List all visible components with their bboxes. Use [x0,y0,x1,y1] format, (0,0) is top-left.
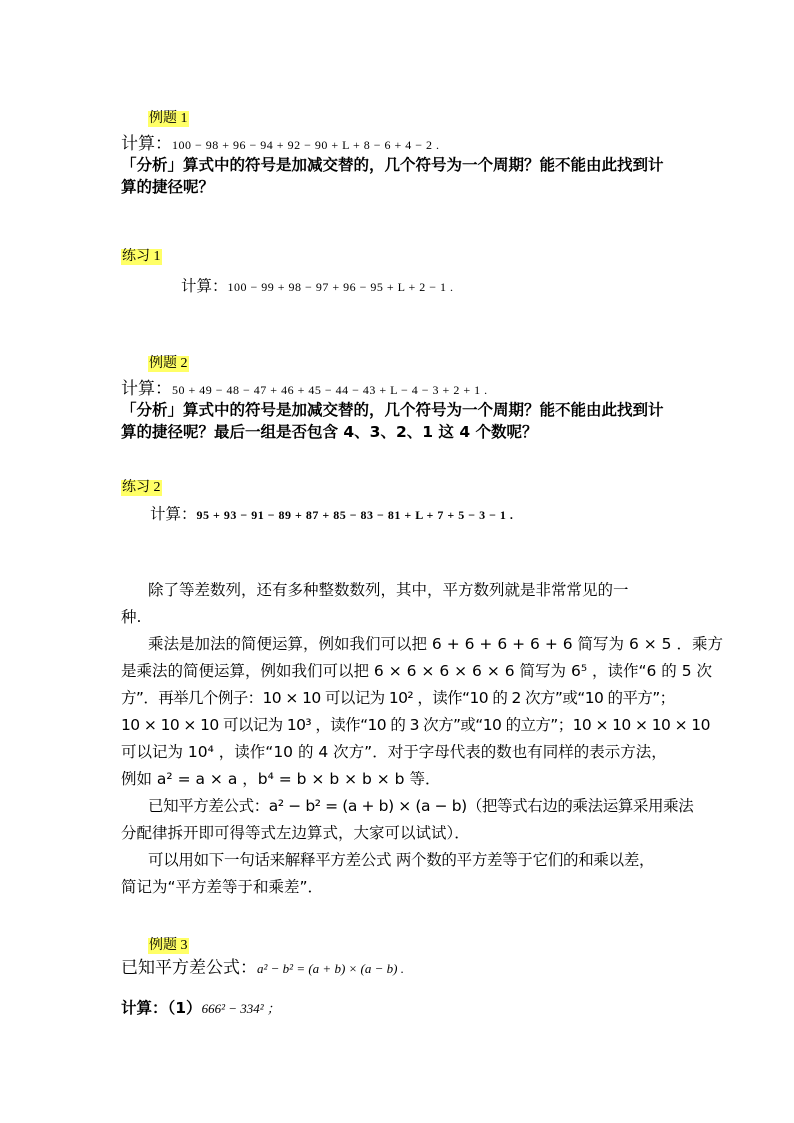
example2-calc-label: 计算： [121,379,172,399]
intro-p4-line2: 简记为“平方差等于和乘差”． [121,878,324,896]
practice1-label: 练习 1 [122,249,161,264]
intro-p3-line1: 已知平方差公式：a² − b² = (a + b) × (a − b)（把等式右边的乘法运算采用乘法 [148,797,694,815]
example1-analysis-line2: 算的捷径呢？ [121,178,215,196]
example2-calc-line [121,381,488,398]
example1-analysis-line1: 「分析」算式中的符号是加减交替的，几个符号为一个周期？能不能由此找到计 [121,156,664,174]
example3-calc-line [121,1000,280,1017]
example3-part1-expression: 666² − 334² ； [201,1001,280,1016]
example3-label: 例题 3 [149,938,188,953]
example3-calc-label: 计算： [121,999,168,1017]
intro-p2-line1: 乘法是加法的简便运算，例如我们可以把 6 + 6 + 6 + 6 + 6 简写为 6 × 5 ．乘方 [148,635,723,653]
example2-expression: 50 + 49 − 48 − 47 + 46 + 45 − 44 − 43 + L − 4 − 3 + 2 + 1 . [172,383,488,397]
example1-expression: 100 − 98 + 96 − 94 + 92 − 90 + L + 8 − 6 + 4 − 2 . [172,138,440,152]
practice1-calc-line [181,278,454,295]
intro-p1-line1: 除了等差数列，还有多种整数数列，其中，平方数列就是非常常见的一 [148,581,629,599]
intro-p1-line2: 种. [121,608,142,626]
practice1-calc-label: 计算： [181,277,228,295]
intro-p2-line2: 是乘法的简便运算，例如我们可以把 6 × 6 × 6 × 6 × 6 简写为 6⁵ ，读作“6 的 5 次 [121,662,712,680]
example1-label: 例题 1 [149,111,188,126]
intro-p2-line5: 可以记为 10⁴ ，读作“10 的 4 次方”．对于字母代表的数也有同样的表示方法， [121,743,667,761]
example3-part1-label: （1） [167,999,202,1017]
practice1-expression: 100 − 99 + 98 − 97 + 96 − 95 + L + 2 − 1 . [227,280,454,294]
example3-formula-line [121,960,404,977]
example2-label: 例题 2 [149,356,188,371]
intro-p3-line2: 分配律拆开即可得等式左边算式，大家可以试试）． [121,824,470,842]
practice2-calc-line [150,506,513,523]
intro-p4-line1: 可以用如下一句话来解释平方差公式 两个数的平方差等于它们的和乘以差， [148,851,655,869]
practice2-label: 练习 2 [122,480,161,495]
example3-formula-label: 已知平方差公式： [121,958,257,978]
intro-p2-line6: 例如 a² = a × a ，b⁴ = b × b × b × b 等． [121,770,441,788]
example2-analysis-line2: 算的捷径呢？最后一组是否包含 4、3、2、1 这 4 个数呢？ [121,423,538,441]
example1-calc-line [121,136,440,153]
example2-analysis-line1: 「分析」算式中的符号是加减交替的，几个符号为一个周期？能不能由此找到计 [121,401,664,419]
intro-p2-line4: 10 × 10 × 10 可以记为 10³ ，读作“10 的 3 次方”或“10 的立方”；10 × 10 × 10 × 10 [121,716,710,734]
intro-p2-line3: 方”．再举几个例子：10 × 10 可以记为 10² ，读作“10 的 2 次方”或“10 的平方”； [121,689,675,707]
practice2-expression: 95 + 93 − 91 − 89 + 87 + 85 − 83 − 81 + L + 7 + 5 − 3 − 1 . [196,508,514,522]
practice2-calc-label: 计算： [150,505,197,523]
example3-formula: a² − b² = (a + b) × (a − b) . [257,961,404,976]
example1-calc-label: 计算： [121,134,172,154]
